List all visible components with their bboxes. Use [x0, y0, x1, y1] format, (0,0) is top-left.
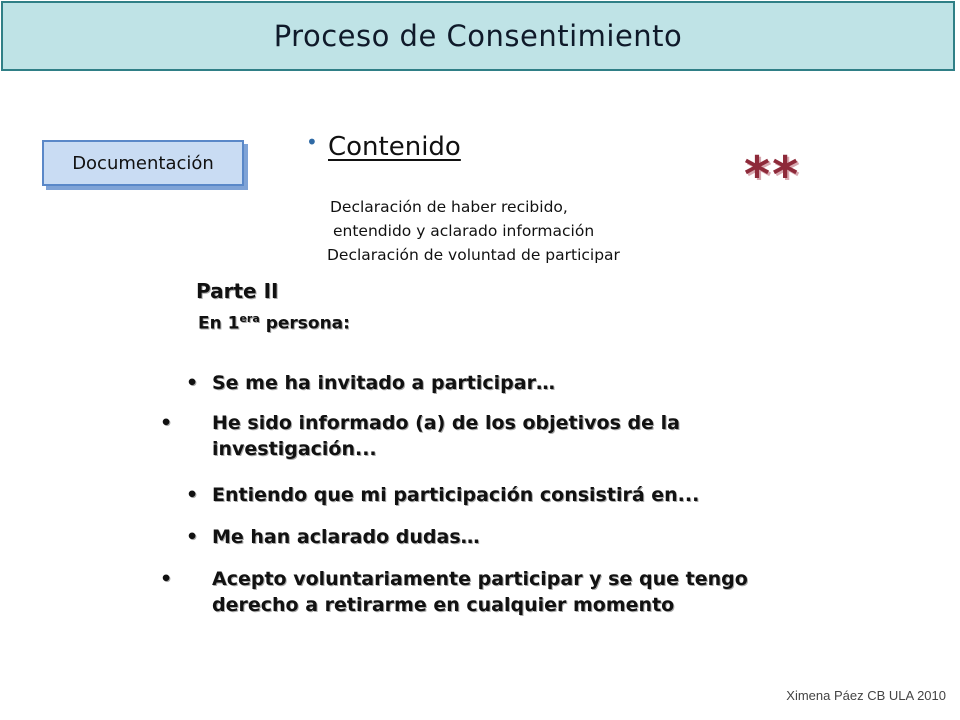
list-item-text: Se me ha invitado a participar… [212, 372, 555, 394]
slide-title: Proceso de Consentimiento [273, 19, 683, 53]
bullet-icon: • [306, 130, 318, 154]
bullet-icon: • [186, 526, 199, 548]
double-asterisk-marker: ** [742, 146, 799, 204]
list-item [160, 566, 776, 618]
list-item [160, 410, 776, 462]
contenido-heading: Contenido [328, 132, 461, 162]
person-subtitle [198, 312, 350, 334]
declaration-line-3: Declaración de voluntad de participar [327, 246, 620, 264]
bullet-icon: • [186, 372, 199, 394]
list-item-text: Acepto voluntariamente participar y se que tengo derecho a retirarme en cualquier momento [212, 568, 748, 616]
person-superscript: era [239, 312, 260, 325]
list-item-text: Entiendo que mi participación consistirá en... [212, 484, 700, 506]
list-item-text: Me han aclarado dudas… [212, 526, 480, 548]
person-prefix: En 1 [198, 313, 240, 334]
documentacion-label: Documentación [72, 152, 214, 174]
documentacion-button[interactable] [42, 140, 244, 186]
bullet-icon: • [160, 568, 173, 590]
declaration-line-2: entendido y aclarado información [333, 222, 595, 240]
part-title: Parte II [196, 279, 279, 303]
person-suffix: persona: [259, 313, 350, 334]
list-item [186, 524, 776, 550]
footer-credit: Ximena Páez CB ULA 2010 [786, 688, 946, 703]
list-item [186, 482, 776, 508]
declaration-line-1: Declaración de haber recibido, [330, 198, 568, 216]
title-banner [1, 1, 955, 71]
bullet-icon: • [160, 412, 173, 434]
list-item-text: He sido informado (a) de los objetivos de la investigación... [212, 412, 680, 460]
bullet-icon: • [186, 484, 199, 506]
list-item [186, 370, 776, 396]
